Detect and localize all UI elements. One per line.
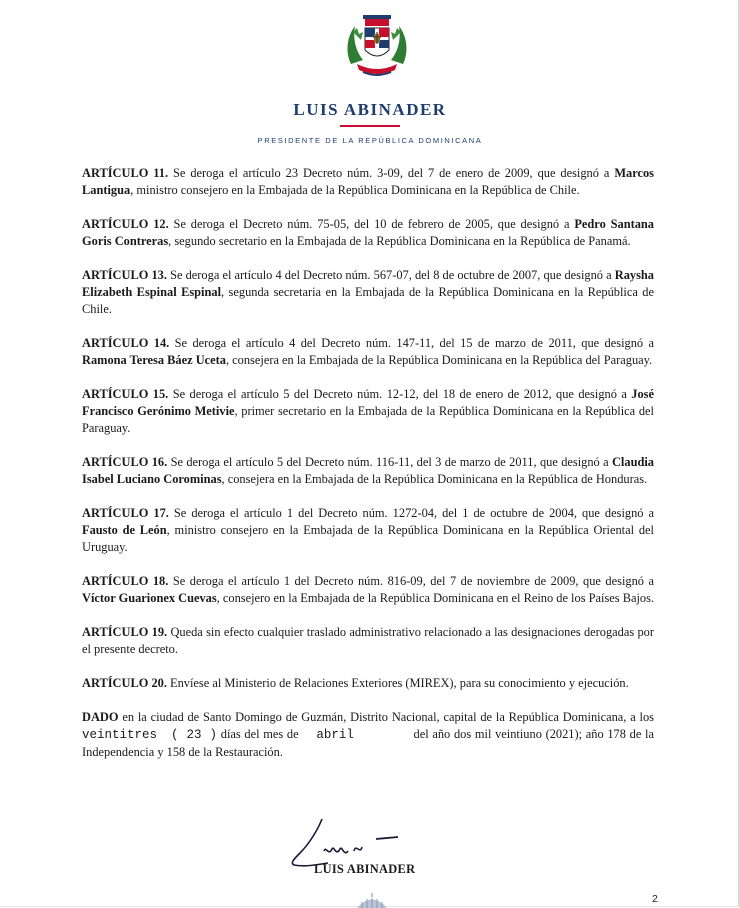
person-name: Claudia Isabel Luciano Corominas xyxy=(82,455,654,486)
closing-paragraph xyxy=(82,709,654,761)
closing-day-open: ( xyxy=(171,728,179,742)
closing-day-words: veintitres xyxy=(82,728,158,742)
article-heading: ARTÍCULO 14. xyxy=(82,336,170,350)
article-heading: ARTÍCULO 12. xyxy=(82,217,169,231)
article-heading: ARTÍCULO 11. xyxy=(82,166,169,180)
article-text: , consejera en la Embajada de la República Dominicana en la República de Honduras. xyxy=(221,472,648,486)
person-name: Pedro Santana Goris Contreras xyxy=(82,217,655,248)
article-heading: ARTÍCULO 16. xyxy=(82,455,168,469)
article-17 xyxy=(82,505,654,556)
article-heading: ARTÍCULO 19. xyxy=(82,625,168,639)
article-heading: ARTÍCULO 15. xyxy=(82,387,169,401)
page-number: 2 xyxy=(652,893,658,905)
person-name: Marcos Lantigua xyxy=(82,166,654,197)
person-name: Víctor Guarionex Cuevas xyxy=(82,591,217,605)
article-text: Se deroga el artículo 5 del Decreto núm. 116-11, del 3 de marzo de 2011, que designó a xyxy=(167,455,612,469)
header-president-title: PRESIDENTE DE LA REPÚBLICA DOMINICANA xyxy=(257,136,483,145)
article-text: Envíese al Ministerio de Relaciones Exteriores (MIREX), para su conocimiento y ejecución. xyxy=(166,676,629,690)
signer-name: LUIS ABINADER xyxy=(314,862,416,876)
article-18 xyxy=(82,573,654,607)
article-12 xyxy=(82,216,654,250)
closing-day-number: 23 xyxy=(186,728,202,742)
article-text: , consejero en la Embajada de la República Dominicana en el Reino de los Países Bajos. xyxy=(216,591,655,605)
article-20 xyxy=(82,675,654,692)
header-divider xyxy=(340,125,400,127)
closing-text: del año dos mil veintiuno (2021); año 178 de la Independencia y 158 de la Restauración. xyxy=(82,727,654,759)
article-text: Se deroga el artículo 4 del Decreto núm. 147-11, del 15 de marzo de 2011, que designó a xyxy=(169,336,654,350)
article-11 xyxy=(82,165,654,199)
article-text: , segundo secretario en la Embajada de la República Dominicana en la República de Panamá. xyxy=(168,234,631,248)
document-body xyxy=(82,165,654,778)
palace-dome-icon xyxy=(353,893,391,908)
article-text: Se deroga el artículo 4 del Decreto núm. 567-07, del 8 de octubre de 2007, que designó a xyxy=(166,268,615,282)
article-heading: ARTÍCULO 17. xyxy=(82,506,169,520)
article-text: , segunda secretaria en la Embajada de la República Dominicana en la República de Chile. xyxy=(82,285,654,316)
closing-text: días del mes de xyxy=(217,727,303,741)
header-president-name: LUIS ABINADER xyxy=(293,100,447,119)
closing-month: abril xyxy=(316,728,354,742)
article-heading: ARTÍCULO 13. xyxy=(82,268,167,282)
person-name: Fausto de León xyxy=(82,523,167,537)
article-text: Se deroga el artículo 23 Decreto núm. 3-09, del 7 de enero de 2009, que designó a xyxy=(168,166,615,180)
article-text: Se deroga el artículo 5 del Decreto núm. 12-12, del 18 de enero de 2012, que designó a xyxy=(168,387,632,401)
article-text: , consejera en la Embajada de la República Dominicana en la República del Paraguay. xyxy=(225,353,653,367)
article-heading: ARTÍCULO 20. xyxy=(82,676,167,690)
closing-day-close: ) xyxy=(209,728,218,742)
closing-dado: DADO xyxy=(82,710,119,724)
article-16 xyxy=(82,454,654,488)
article-text: , ministro consejero en la Embajada de la República Dominicana en la República de Chile. xyxy=(130,183,580,197)
article-text: Se deroga el Decreto núm. 75-05, del 10 de febrero de 2005, que designó a xyxy=(168,217,575,231)
article-14 xyxy=(82,335,654,369)
article-text: , ministro consejero en la Embajada de la República Dominicana en la República Oriental del Uruguay. xyxy=(82,523,654,554)
coat-of-arms-icon xyxy=(343,14,411,80)
article-text: Se deroga el artículo 1 del Decreto núm. 1272-04, del 1 de octubre de 2004, que designó a xyxy=(168,506,655,520)
closing-text: en la ciudad de Santo Domingo de Guzmán, Distrito Nacional, capital de la República Dominicana, a los xyxy=(118,710,654,724)
article-text: Queda sin efecto cualquier traslado administrativo relacionado a las designaciones derogadas por el presente decreto. xyxy=(82,625,654,656)
article-heading: ARTÍCULO 18. xyxy=(82,574,169,588)
person-name: José Francisco Gerónimo Metivie xyxy=(82,387,654,418)
person-name: Ramona Teresa Báez Uceta xyxy=(82,353,226,367)
article-text: Se deroga el artículo 1 del Decreto núm. 816-09, del 7 de noviembre de 2009, que designó a xyxy=(168,574,654,588)
article-19 xyxy=(82,624,654,658)
article-13 xyxy=(82,267,654,318)
article-15 xyxy=(82,386,654,437)
article-text: , primer secretario en la Embajada de la República Dominicana en la República del Paraguay. xyxy=(82,404,654,435)
person-name: Raysha Elizabeth Espinal Espinal xyxy=(82,268,654,299)
